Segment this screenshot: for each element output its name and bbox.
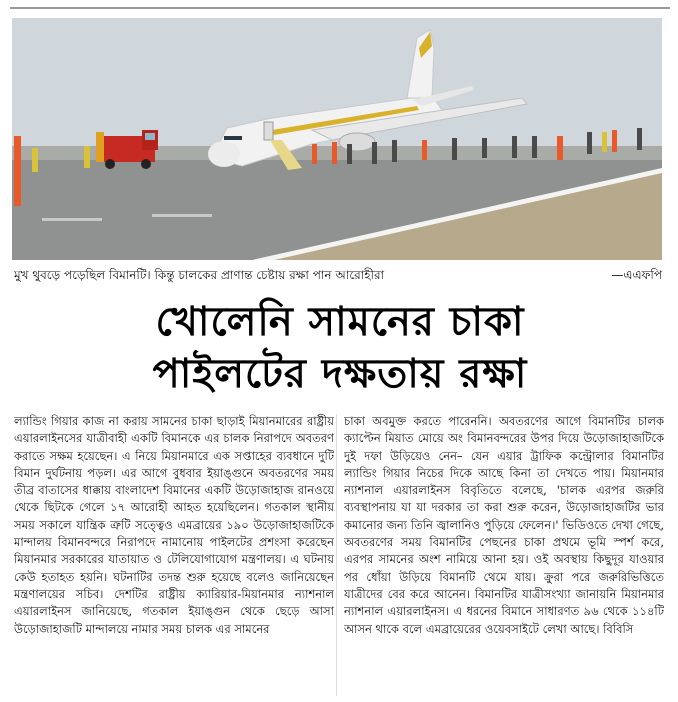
article-right-column: চাকা অবমুক্ত করতে পারেননি। অবতরণের আগে বিমানটির চালক ক্যাপ্টেন মিয়াত মোয়ে অং বিমানবন্দরের উপর দিয়ে উড়োজাহাজটিকে দুই দফা উড়িয়েও নেন– যেন এয়ার ট্রাফিক কন্ট্রোলার বিমানটির ল্যান্ডিং গিয়ার নিচের দিকে আছে কিনা তা দেখতে পায়। মিয়ানমার ন্যাশনাল এয়ারলাইনস বিবৃতিতে বলেছে, 'চালক এরপর জরুরি ব্যবস্থাপনায় যা যা দরকার তা করা শুরু করেন, উড়োজাহাজটির ভার কমানোর জন্য তিনি জ্বালানিও পুড়িয়ে ফেলেন।' ভিডিওতে দেখা গেছে, অবতরণের সময় বিমানটির পেছনের চাকা প্রথমে ভূমি স্পর্শ করে, এরপর সামনের অংশ নামিয়ে আনা হয়। ওই অবস্থায় কিছুদূর যাওয়ার পর ধোঁয়া উড়িয়ে বিমানটি থেমে যায়। ক্রুরা পরে জরুরিভিত্তিতে যাত্রীদের বের করে আনেন। বিমানটির যাত্রীসংখ্যা জানায়নি মিয়ানমার ন্যাশনাল এয়ারলাইনস। এ ধরনের বিমানে সাধারণত ৯৬ থেকে ১১৪টি আসন থাকে বলে এমব্রায়েরের ওয়েবসাইটে লেখা আছে। বিবিসি: [344, 414, 664, 636]
article-left-column: ল্যান্ডিং গিয়ার কাজ না করায় সামনের চাকা ছাড়াই মিয়ানমারের রাষ্ট্রীয় এয়ারলাইনসের যাত্রীবাহী একটি বিমানকে এর চালক নিরাপদে অবতরণ করাতে সক্ষম হয়েছেন। এ নিয়ে মিয়ানমারে এক সপ্তাহের ব্যবধানে দুটি বিমান দুর্ঘটনায় পড়ল। এর আগে বুধবার ইয়াঙ্গুনে অবতরণের সময় তীব্র বাতাসের ধাক্কায় বাংলাদেশ বিমানের একটি উড়োজাহাজ রানওয়ে থেকে ছিটকে গেলে ১৭ আরোহী আহত হয়েছিলেন। গতকাল স্থানীয় সময় সকালে যান্ত্রিক ত্রুটি সত্ত্বেও এমব্রায়ের ১৯০ উড়োজাহাজটিকে মান্দালয় বিমানবন্দরে নিরাপদে নামানোয় পাইলটের প্রশংসা করেছেন মিয়ানমার সরকারের যাতায়াত ও টেলিযোগাযোগ মন্ত্রণালয়। এ ঘটনায় কেউ হতাহত হয়নি। ঘটনাটির তদন্ত শুরু হয়েছে বলেও জানিয়েছেন মন্ত্রণালয়ের সচিব। দেশটির রাষ্ট্রীয় ক্যারিয়ার-মিয়ানমার ন্যাশনাল এয়ারলাইনস জানিয়েছে, গতকাল ইয়াঙ্গুন থেকে ছেড়ে আসা উড়োজাহাজটি মান্দালয়ে নামার সময় চালক এর সামনের: [14, 414, 334, 636]
headline-line-1: খোলেনি সামনের চাকা: [155, 299, 525, 345]
headline: [10, 296, 670, 400]
airplane-nose-down-icon: [12, 18, 662, 260]
photo-credit: —এএফপি: [611, 268, 662, 282]
column-divider: [336, 414, 337, 696]
photo-caption: [14, 266, 662, 286]
news-photo: [12, 18, 662, 260]
headline-line-2: পাইলটের দক্ষতায় রক্ষা: [152, 351, 528, 397]
caption-text: মুখ থুবড়ে পড়েছিল বিমানটি। কিন্তু চালকের প্রাণান্ত চেষ্টায় রক্ষা পান আরোহীরা: [14, 268, 385, 282]
top-rule: [10, 7, 670, 9]
